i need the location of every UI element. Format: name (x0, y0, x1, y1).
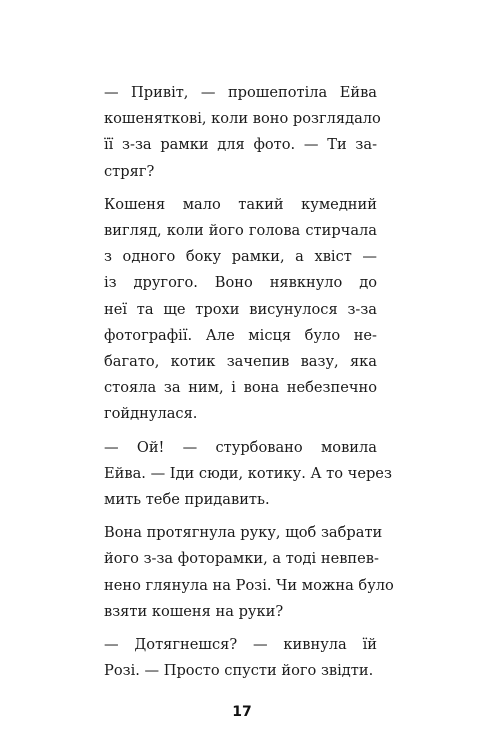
text-line: Вона протягнула руку, щоб забрати (104, 524, 383, 542)
text-line: Розі. — Просто спусти його звідти. (104, 662, 374, 680)
text-line: гойднулася. (104, 405, 198, 423)
text-line: — Привіт, — прошепотіла Ейва (104, 84, 377, 101)
text-line: нено глянула на Розі. Чи можна було (104, 576, 394, 594)
text-line: стояла за ним, і вона небезпечно (104, 379, 377, 397)
paragraph-5 (104, 632, 377, 684)
text-line: Ейва. — Іди сюди, котику. А то через (104, 464, 392, 482)
body-text (104, 80, 394, 691)
text-line: стряг? (104, 162, 155, 180)
text-line: кошеняткові, коли воно розглядало (104, 110, 381, 128)
paragraph-2 (104, 192, 377, 428)
text-line: неї та ще трохи висунулося з-за (104, 300, 377, 318)
text-line: його з-за фоторамки, а тоді невпев- (104, 550, 379, 568)
text-line: — Ой! — стурбовано мовила (104, 438, 377, 456)
text-line: багато, котик зачепив вазу, яка (104, 353, 377, 371)
text-line: Кошеня мало такий кумедний (104, 195, 377, 213)
page-number: 17 (232, 704, 252, 720)
text-line: із другого. Воно нявкнуло до (104, 274, 377, 292)
text-line: вигляд, коли його голова стирчала (104, 222, 377, 240)
text-line: фотографії. Але місця було не- (104, 326, 377, 344)
text-line: з одного боку рамки, а хвіст — (104, 248, 377, 266)
text-line: її з-за рамки для фото. — Ти за- (104, 136, 377, 154)
paragraph-1 (104, 80, 381, 185)
paragraph-4 (104, 520, 394, 625)
paragraph-3 (104, 435, 392, 514)
text-line: мить тебе придавить. (104, 491, 270, 509)
text-line: взяти кошеня на руки? (104, 602, 284, 620)
text-line: — Дотягнешся? — кивнула їй (104, 636, 377, 654)
